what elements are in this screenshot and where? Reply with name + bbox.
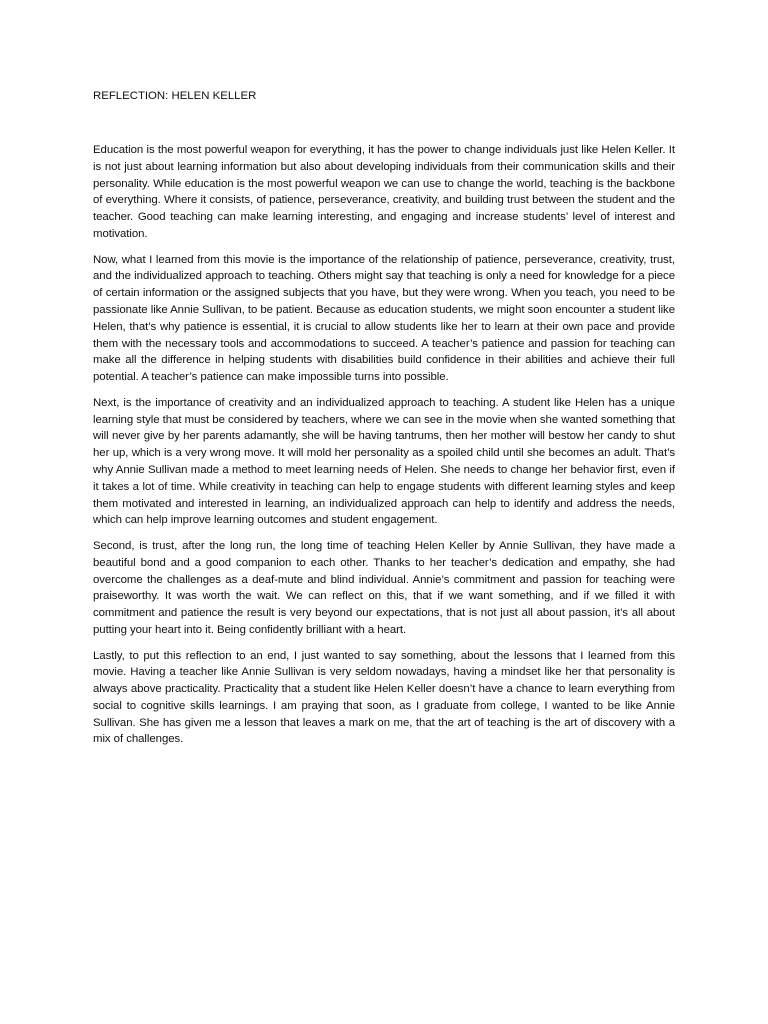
document-title: REFLECTION: HELEN KELLER [93,90,257,102]
paragraph-introduction: Education is the most powerful weapon for everything, it has the power to change individuals just like Helen Keller. It is not just about learning information but also about developing individuals from their communication skills and their personality. While education is the most powerful weapon we can use to change the world, teaching is the backbone of everything. Where it consists, of patience, perseverance, creativity, and building trust between the student and the teacher. Good teaching can make learning interesting, and engaging and increase students’ level of interest and motivation. [93,144,675,240]
paragraph-creativity: Next, is the importance of creativity and an individualized approach to teaching. A student like Helen has a unique learning style that must be considered by teachers, where we can see in the movie when she wanted something that will never give by her parents adamantly, she will be having tantrums, then her mother will bestow her candy to shut her up, which is a very wrong move. It will mold her personality as a spoiled child until she becomes an adult. That’s why Annie Sullivan made a method to meet learning needs of Helen. She needs to change her behavior first, even if it takes a lot of time. While creativity in teaching can help to engage students with different learning styles and keep them motivated and interested in learning, an individualized approach can help to identify and address the needs, which can help improve learning outcomes and student engagement. [93,396,675,527]
paragraph-patience: Now, what I learned from this movie is the importance of the relationship of patience, perseverance, creativity, trust, and the individualized approach to teaching. Others might say that teaching is only a need for knowledge for a piece of certain information or the assigned subjects that you have, but they were wrong. When you teach, you need to be passionate like Annie Sullivan, to be patient. Because as education students, we might soon encounter a student like Helen, that’s why patience is essential, it is crucial to allow students like her to learn at their own pace and provide them with the necessary tools and accommodations to succeed. A teacher’s patience and passion for teaching can make all the difference in helping students with disabilities build confidence in their abilities and achieve their full potential. A teacher’s patience can make impossible turns into possible. [93,253,675,384]
paragraph-trust: Second, is trust, after the long run, the long time of teaching Helen Keller by Annie Sullivan, they have made a beautiful bond and a good companion to each other. Thanks to her teacher’s dedication and empathy, she had overcome the challenges as a deaf-mute and blind individual. Annie’s commitment and passion for teaching were praiseworthy. It was worth the wait. We can reflect on this, that if we want something, and if we filled it with commitment and patience the result is very beyond our expectations, that is not just all about passion, it’s all about putting your heart into it. Being confidently brilliant with a heart. [93,539,675,636]
document-page [93,88,675,757]
paragraph-conclusion: Lastly, to put this reflection to an end, I just wanted to say something, about the lessons that I learned from this movie. Having a teacher like Annie Sullivan is very seldom nowadays, having a mindset like her that personality is always above practicality. Practicality that a student like Helen Keller doesn’t have a chance to learn everything from social to cognitive skills learnings. I am praying that soon, as I graduate from college, I wanted to be like Annie Sullivan. She has given me a lesson that leaves a mark on me, that the art of teaching is the art of discovery with a mix of challenges. [93,649,675,746]
